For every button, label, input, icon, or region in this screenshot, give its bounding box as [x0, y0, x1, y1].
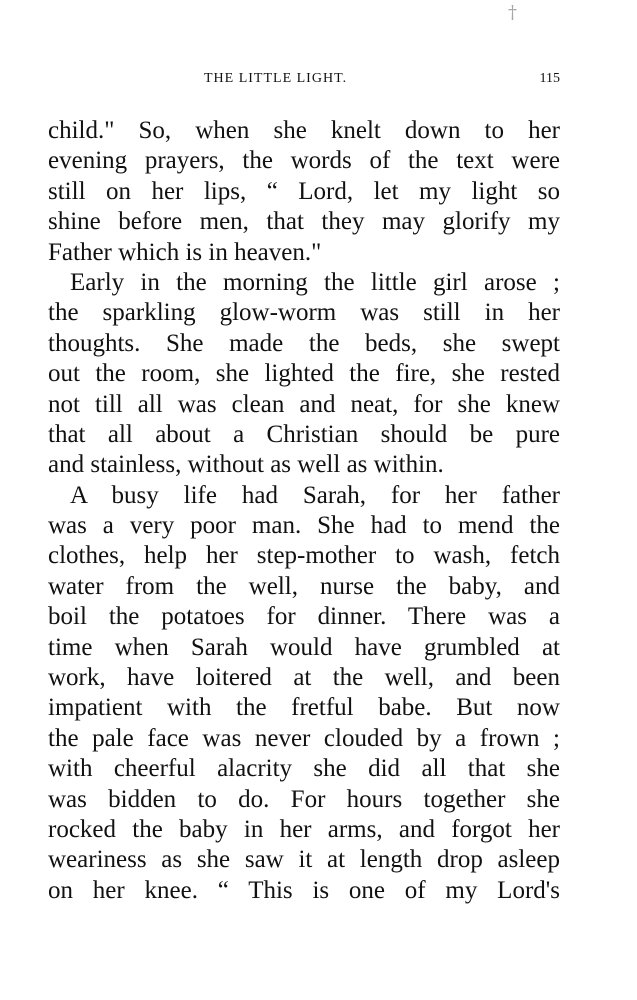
- text-line: weariness as she saw it at length drop asleep: [48, 846, 560, 874]
- running-title: THE LITTLE LIGHT.: [204, 71, 348, 86]
- text-line: child." So, when she knelt down to her: [48, 117, 560, 144]
- text-line: Early in the morning the little girl arose ;: [70, 268, 560, 296]
- text-line: work, have loitered at the well, and been: [48, 664, 560, 692]
- text-line: Father which is in heaven.": [48, 238, 322, 266]
- text-line: time when Sarah would have grumbled at: [48, 633, 560, 661]
- text-line: that all about a Christian should be pure: [48, 420, 560, 448]
- text-line: impatient with the fretful babe. But now: [48, 694, 560, 722]
- body-text: [48, 116, 560, 906]
- running-header: [204, 71, 560, 91]
- margin-mark: †: [508, 2, 517, 23]
- text-line: A busy life had Sarah, for her father: [70, 481, 560, 509]
- text-line: and stainless, without as well as within.: [48, 451, 444, 479]
- text-line: water from the well, nurse the baby, and: [48, 572, 560, 600]
- text-line: on her knee. “ This is one of my Lord's: [48, 876, 560, 904]
- text-line: not till all was clean and neat, for she knew: [48, 390, 560, 418]
- text-line: evening prayers, the words of the text were: [48, 147, 560, 175]
- text-line: clothes, help her step-mother to wash, fetch: [48, 542, 560, 570]
- text-line: still on her lips, “ Lord, let my light so: [48, 177, 560, 205]
- text-line: out the room, she lighted the fire, she rested: [48, 360, 560, 388]
- text-line: was a very poor man. She had to mend the: [48, 512, 560, 540]
- text-line: the sparkling glow-worm was still in her: [48, 299, 560, 327]
- text-line: the pale face was never clouded by a frown ;: [48, 724, 560, 752]
- text-line: was bidden to do. For hours together she: [48, 785, 560, 813]
- page-number: 115: [539, 71, 560, 86]
- text-line: rocked the baby in her arms, and forgot her: [48, 815, 560, 843]
- text-line: boil the potatoes for dinner. There was a: [48, 603, 560, 631]
- text-line: with cheerful alacrity she did all that she: [48, 755, 560, 783]
- text-line: shine before men, that they may glorify my: [48, 208, 560, 236]
- text-line: thoughts. She made the beds, she swept: [48, 329, 560, 357]
